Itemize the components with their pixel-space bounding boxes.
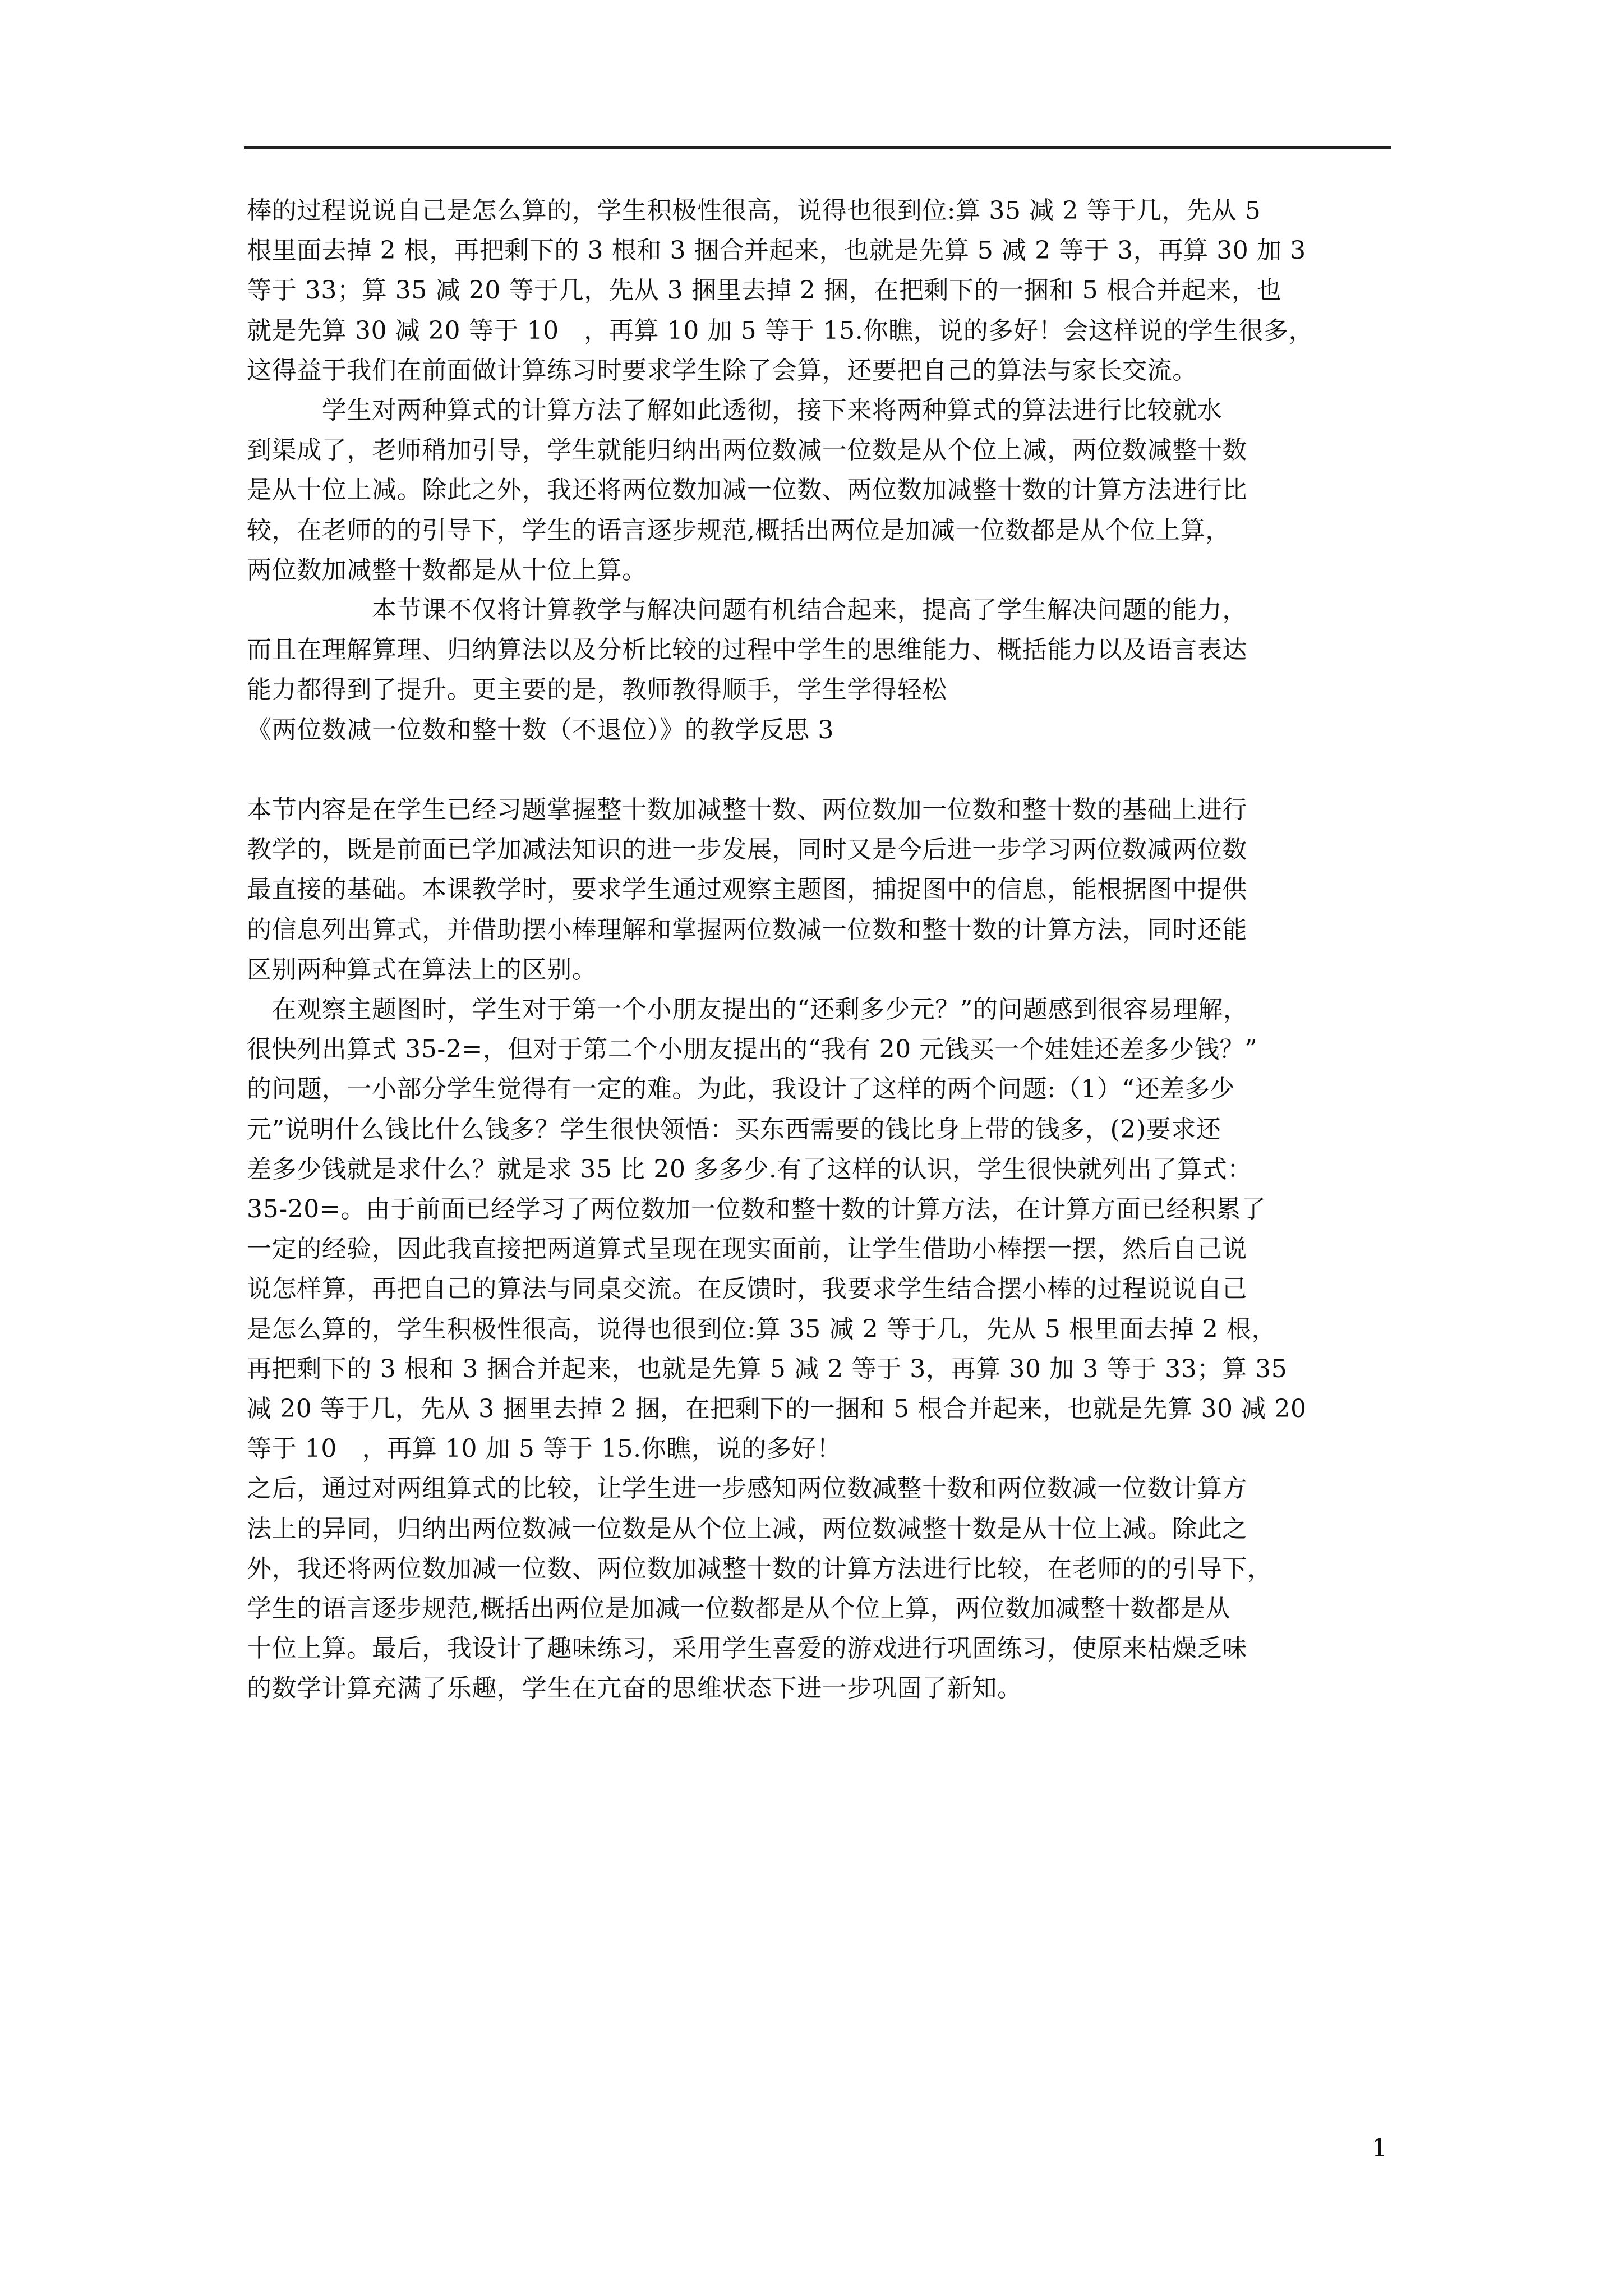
text-line: 《两位数减一位数和整十数（不退位）》的教学反思 3 (247, 716, 834, 744)
text-line: 根里面去掉 2 根，再把剩下的 3 根和 3 捆合并起来，也就是先算 5 减 2 等于 3，再算 30 加 3 (247, 236, 1306, 265)
text-line: 减 20 等于几，先从 3 捆里去掉 2 捆，在把剩下的一捆和 5 根合并起来，也就是先算 30 减 20 (247, 1395, 1307, 1423)
text-line: 的信息列出算式，并借助摆小棒理解和掌握两位数减一位数和整十数的计算方法，同时还能 (247, 915, 1247, 944)
text-line: 最直接的基础。本课教学时，要求学生通过观察主题图，捕捉图中的信息，能根据图中提供 (247, 875, 1247, 904)
text-line: 等于 10 ，再算 10 加 5 等于 15.你瞧，说的多好！ (247, 1434, 842, 1463)
text-line: 就是先算 30 减 20 等于 10 ，再算 10 加 5 等于 15.你瞧，说的多好！会这样说的学生很多， (247, 316, 1314, 345)
text-line: 之后，通过对两组算式的比较，让学生进一步感知两位数减整十数和两位数减一位数计算方 (247, 1474, 1247, 1503)
text-line: 的数学计算充满了乐趣，学生在亢奋的思维状态下进一步巩固了新知。 (247, 1674, 1022, 1703)
text-line: 能力都得到了提升。更主要的是，教师教得顺手，学生学得轻松 (247, 675, 947, 704)
text-line: 本节内容是在学生已经习题掌握整十数加减整十数、两位数加一位数和整十数的基础上进行 (247, 795, 1247, 824)
text-line: 是从十位上减。除此之外，我还将两位数加减一位数、两位数加减整十数的计算方法进行比 (247, 476, 1247, 504)
text-line: 区别两种算式在算法上的区别。 (247, 955, 597, 984)
page-number: 1 (1372, 2134, 1387, 2162)
text-line: 35-20=。由于前面已经学习了两位数加一位数和整十数的计算方法，在计算方面已经积累了 (247, 1195, 1266, 1223)
text-line: 本节课不仅将计算教学与解决问题有机结合起来，提高了学生解决问题的能力， (247, 596, 1247, 624)
text-line: 说怎样算，再把自己的算法与同桌交流。在反馈时，我要求学生结合摆小棒的过程说说自己 (247, 1274, 1247, 1303)
text-line: 法上的异同，归纳出两位数减一位数是从个位上减，两位数减整十数是从十位上减。除此之 (247, 1515, 1247, 1543)
text-line: 在观察主题图时，学生对于第一个小朋友提出的“还剩多少元？”的问题感到很容易理解， (247, 995, 1248, 1024)
text-line: 是怎么算的，学生积极性很高，说得也很到位:算 35 减 2 等于几，先从 5 根里面去掉 2 根， (247, 1315, 1277, 1343)
text-line: 较，在老师的的引导下，学生的语言逐步规范,概括出两位是加减一位数都是从个位上算， (247, 516, 1230, 545)
text-line: 两位数加减整十数都是从十位上算。 (247, 556, 647, 585)
text-line: 这得益于我们在前面做计算练习时要求学生除了会算，还要把自己的算法与家长交流。 (247, 356, 1197, 385)
text-line: 差多少钱就是求什么？就是求 35 比 20 多多少.有了这样的认识，学生很快就列出了算式： (247, 1155, 1252, 1184)
text-line: 外，我还将两位数加减一位数、两位数加减整十数的计算方法进行比较，在老师的的引导下， (247, 1554, 1272, 1583)
text-line: 教学的，既是前面已学加减法知识的进一步发展，同时又是今后进一步学习两位数减两位数 (247, 835, 1247, 864)
text-line: 元”说明什么钱比什么钱多？学生很快领悟：买东西需要的钱比身上带的钱多，(2)要求还 (247, 1115, 1221, 1144)
text-line: 棒的过程说说自己是怎么算的，学生积极性很高，说得也很到位:算 35 减 2 等于几，先从 5 (247, 196, 1261, 225)
text-line: 而且在理解算理、归纳算法以及分析比较的过程中学生的思维能力、概括能力以及语言表达 (247, 636, 1247, 664)
text-line: 再把剩下的 3 根和 3 捆合并起来，也就是先算 5 减 2 等于 3，再算 30 加 3 等于 33；算 35 (247, 1355, 1288, 1383)
text-line: 学生对两种算式的计算方法了解如此透彻，接下来将两种算式的算法进行比较就水 (247, 396, 1223, 425)
text-line: 很快列出算式 35-2=，但对于第二个小朋友提出的“我有 20 元钱买一个娃娃还差多少钱？” (247, 1035, 1258, 1064)
text-line: 等于 33；算 35 减 20 等于几，先从 3 捆里去掉 2 捆，在把剩下的一捆和 5 根合并起来，也 (247, 276, 1281, 305)
text-line: 一定的经验，因此我直接把两道算式呈现在现实面前，让学生借助小棒摆一摆，然后自己说 (247, 1235, 1247, 1263)
text-line: 十位上算。最后，我设计了趣味练习，采用学生喜爱的游戏进行巩固练习，使原来枯燥乏味 (247, 1634, 1247, 1663)
text-line: 的问题，一小部分学生觉得有一定的难。为此，我设计了这样的两个问题:（1）“还差多少 (247, 1075, 1235, 1103)
header-rule (244, 146, 1391, 149)
text-line: 到渠成了，老师稍加引导，学生就能归纳出两位数减一位数是从个位上减，两位数减整十数 (247, 436, 1247, 464)
text-line: 学生的语言逐步规范,概括出两位是加减一位数都是从个位上算，两位数加减整十数都是从 (247, 1594, 1230, 1623)
